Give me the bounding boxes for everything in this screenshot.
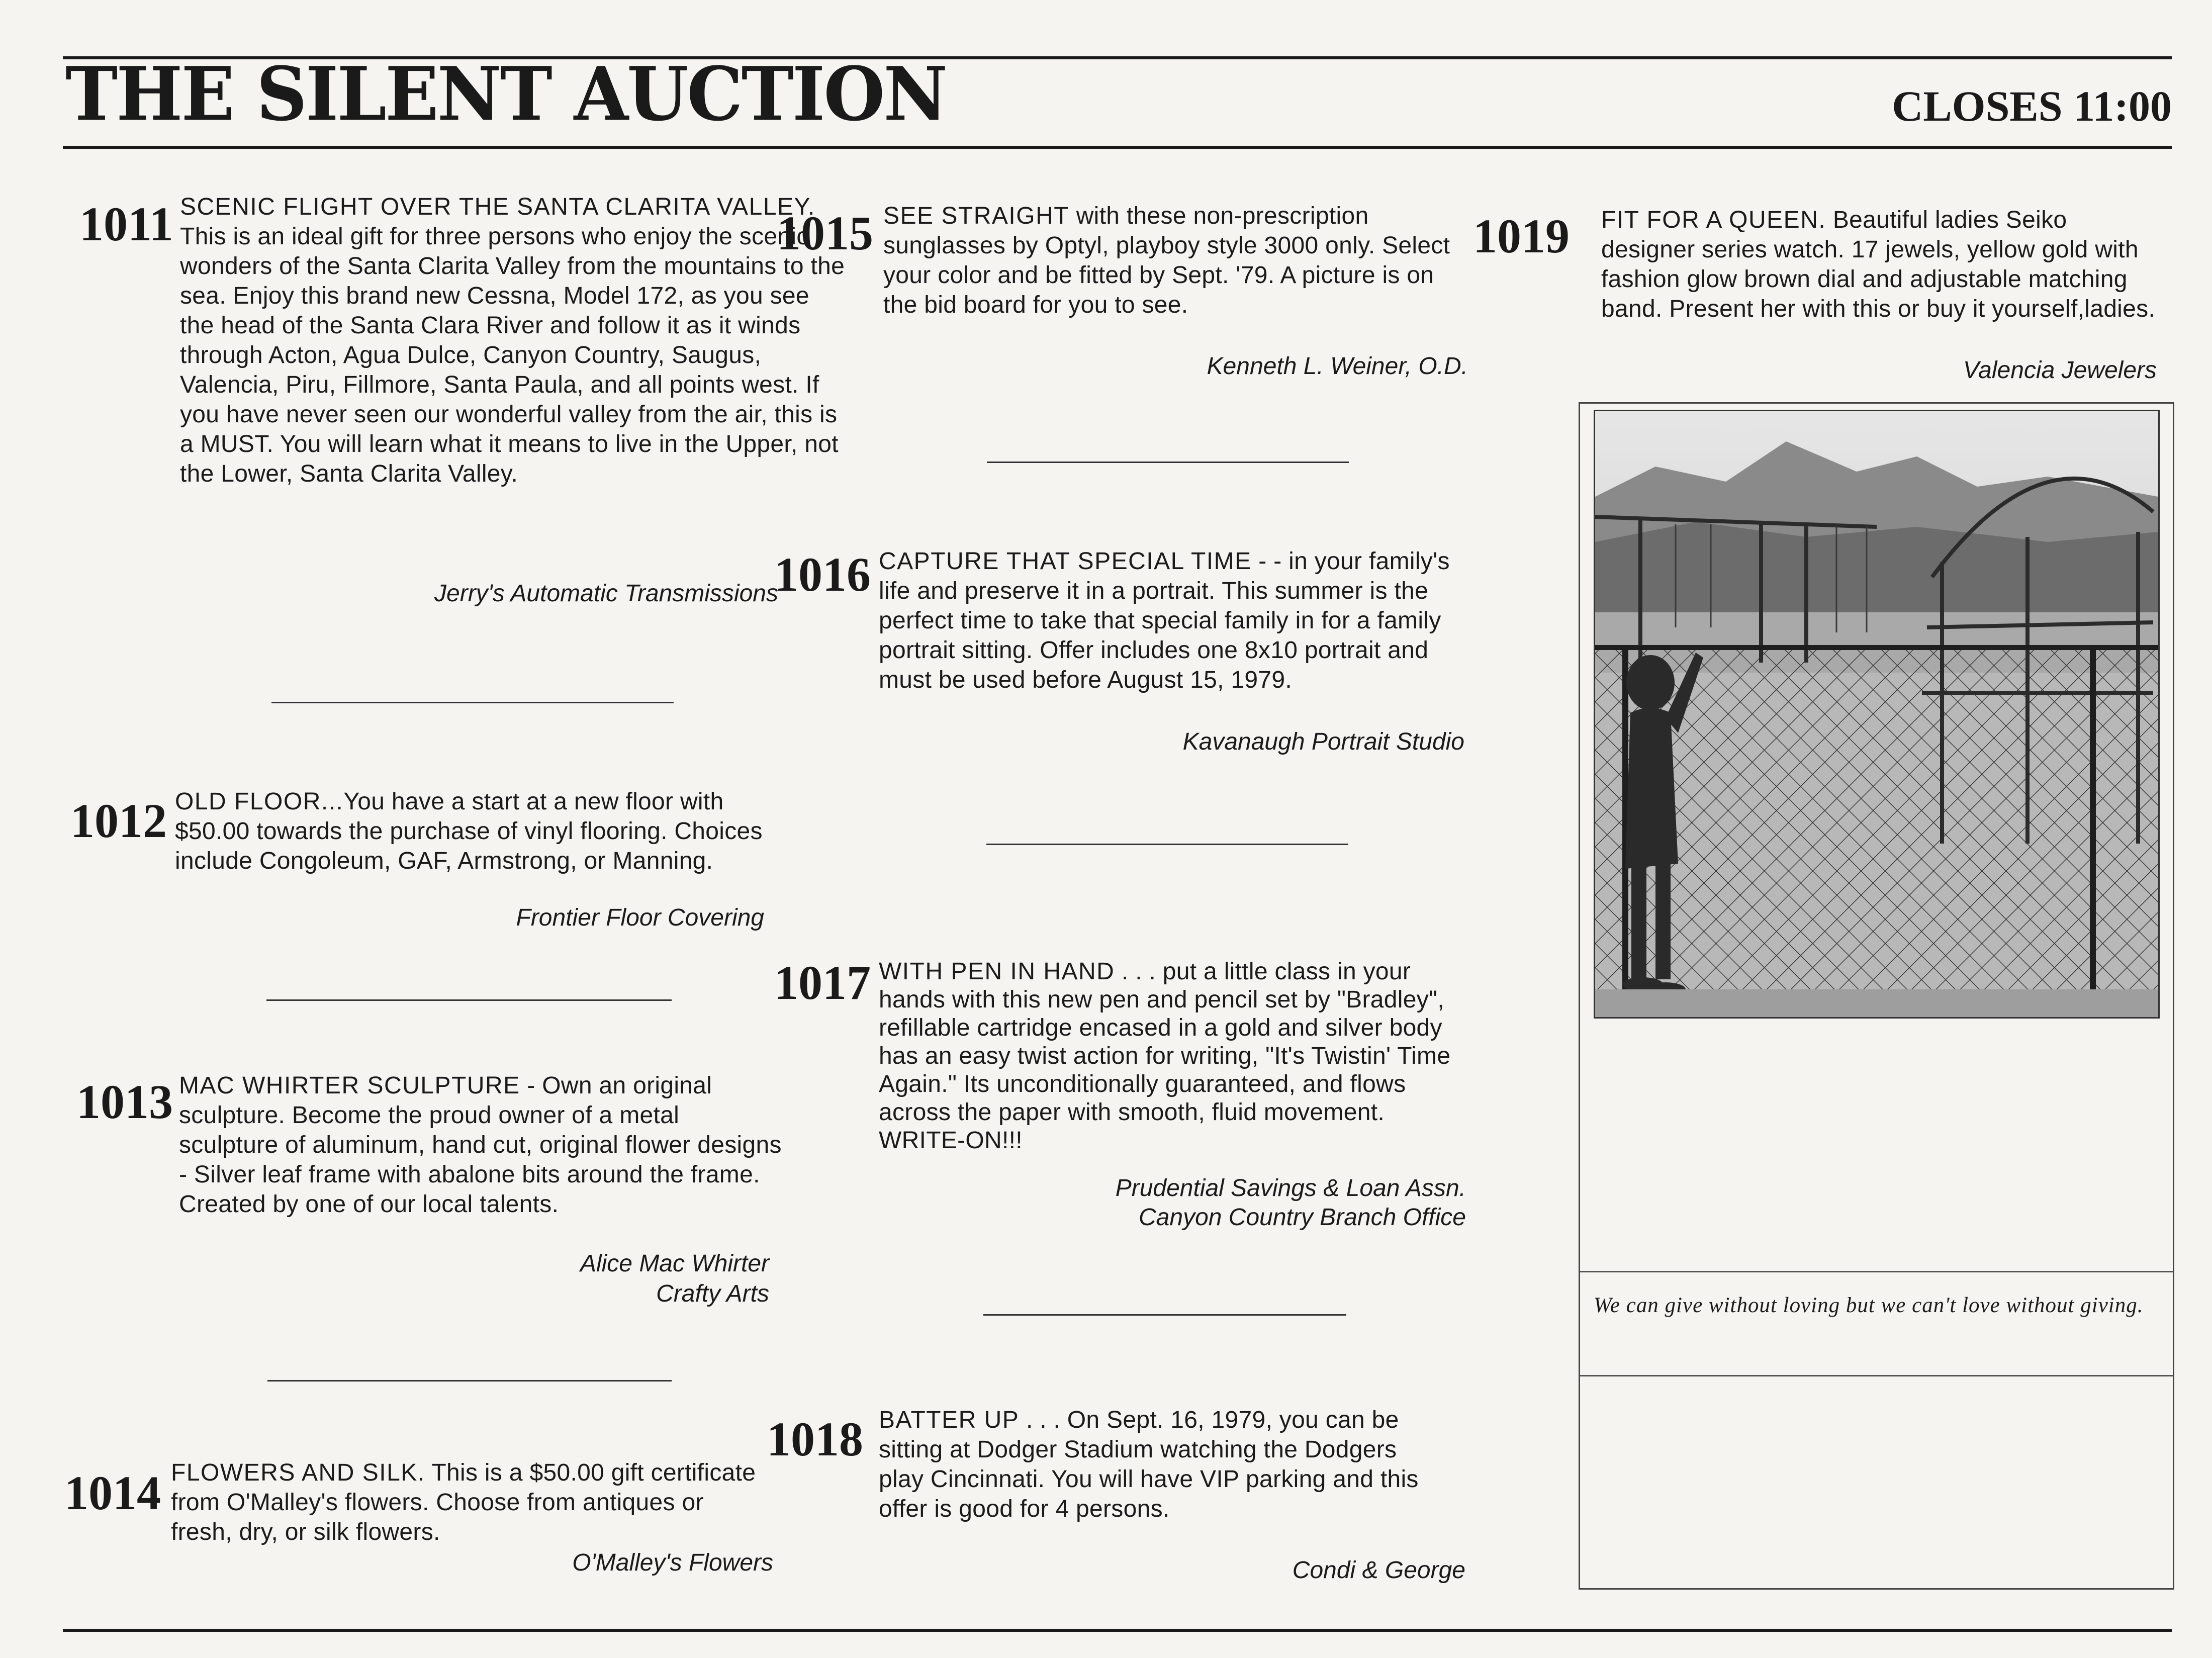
item-text: . . . On Sept. 16, 1979, you can be sitting at Dodger Stadium watching the Dodgers play Cincinnati. You will have VIP parking and this offer is good for 4 persons. bbox=[879, 1407, 1419, 1522]
item-number: 1016 bbox=[774, 547, 871, 601]
item-heading: OLD FLOOR... bbox=[175, 788, 344, 815]
separator bbox=[267, 1380, 672, 1381]
item-number: 1015 bbox=[777, 206, 873, 260]
item-number: 1012 bbox=[70, 794, 167, 848]
separator bbox=[266, 999, 672, 1001]
item-number: 1019 bbox=[1473, 209, 1570, 263]
item-sponsor: Valencia Jewelers bbox=[1963, 357, 2157, 384]
item-heading: WITH PEN IN HAND bbox=[879, 958, 1115, 985]
item-text: This is an ideal gift for three persons who enjoy the scenic wonders of the Santa Clarita Valley from the mountains to the sea. Enjoy this brand new Cessna, Model 172, as you see the head of the Santa Clara River and follow it as it winds through Acton, Agua Dulce, Canyon Country, Saugus, Valencia, Piru, Fillmore, Santa Paula, and all points west. If you have never seen our wonderful valley from the air, this is a MUST. You will learn what it means to live in the Upper, not the Lower, Santa Clarita Valley. bbox=[180, 223, 845, 487]
item-description bbox=[883, 201, 1461, 320]
page-title: THE SILENT AUCTION bbox=[65, 51, 947, 138]
item-text: You have a start at a new floor with $50.00 towards the purchase of vinyl flooring. Choices include Congoleum, GAF, Armstrong, or Manning. bbox=[175, 788, 763, 874]
bottom-rule bbox=[63, 1629, 2172, 1632]
item-sponsor: Jerry's Automatic Transmissions bbox=[434, 580, 778, 607]
header-rule bbox=[63, 146, 2172, 149]
item-heading: SEE STRAIGHT bbox=[883, 203, 1070, 229]
item-description bbox=[180, 192, 849, 489]
item-text: with these non-prescription sunglasses by Optyl, playboy style 3000 only. Select your color and be fitted by Sept. '79. A picture is on the bid board for you to see. bbox=[883, 203, 1450, 318]
quote-top-rule bbox=[1580, 1271, 2173, 1272]
separator bbox=[983, 1314, 1346, 1316]
item-heading: BATTER UP bbox=[879, 1407, 1020, 1433]
item-description bbox=[179, 1071, 782, 1219]
item-text: - Own an original sculpture. Become the proud owner of a metal sculpture of aluminum, hand cut, original flower designs - Silver leaf frame with abalone bits around the frame. Created by one of our local talents. bbox=[179, 1072, 782, 1218]
auction-item-1013 bbox=[76, 1071, 782, 1322]
item-text: . . . put a little class in your hands with this new pen and pencil set by "Bradley", refillable cartridge encased in a gold and silver body has an easy twist action for writing, "It's Twistin' Time Again." Its unconditionally guaranteed, and flows across the paper with smooth, fluid movement. WRITE-ON!!! bbox=[879, 958, 1451, 1154]
item-description bbox=[879, 958, 1452, 1155]
item-description bbox=[175, 787, 768, 876]
auction-item-1016 bbox=[774, 546, 1473, 768]
separator bbox=[271, 702, 674, 703]
item-sponsor: Condi & George bbox=[1292, 1557, 1465, 1584]
item-description bbox=[171, 1458, 764, 1547]
item-sponsor-line-2: Canyon Country Branch Office bbox=[1139, 1204, 1466, 1231]
auction-item-1017 bbox=[774, 958, 1473, 1239]
item-sponsor: Kenneth L. Weiner, O.D. bbox=[1207, 353, 1468, 380]
item-description bbox=[879, 1405, 1447, 1524]
closing-time: CLOSES 11:00 bbox=[1892, 82, 2172, 130]
item-number: 1011 bbox=[79, 197, 173, 251]
item-description bbox=[879, 546, 1452, 695]
item-heading: MAC WHIRTER SCULPTURE bbox=[179, 1072, 520, 1099]
quote-bottom-rule bbox=[1580, 1375, 2173, 1376]
separator bbox=[987, 462, 1349, 463]
item-sponsor: Prudential Savings & Loan Assn. bbox=[1115, 1175, 1466, 1202]
item-text: This is a $50.00 gift certificate from O'Malley's flowers. Choose from antiques or fresh, dry, or silk flowers. bbox=[171, 1459, 756, 1545]
item-sponsor: O'Malley's Flowers bbox=[572, 1549, 773, 1576]
item-heading: SCENIC FLIGHT OVER THE SANTA CLARITA VALLEY. bbox=[180, 194, 815, 220]
item-number: 1013 bbox=[76, 1075, 173, 1129]
item-sponsor: Frontier Floor Covering bbox=[516, 904, 764, 931]
auction-item-1014 bbox=[64, 1458, 773, 1594]
item-text: Beautiful ladies Seiko designer series watch. 17 jewels, yellow gold with fashion glow brown dial and adjustable matching band. Present her with this or buy it yourself,ladies. bbox=[1601, 207, 2156, 322]
quote-text: We can give without loving but we can't love without giving. bbox=[1594, 1294, 2144, 1317]
item-description bbox=[1601, 205, 2167, 324]
item-sponsor: Kavanaugh Portrait Studio bbox=[1182, 728, 1464, 755]
item-text: - - in your family's life and preserve it in a portrait. This summer is the perfect time to take that special family in for a family portrait sitting. Offer includes one 8x10 portrait and must be used before August 15, 1979. bbox=[879, 548, 1450, 693]
item-number: 1017 bbox=[774, 956, 871, 1009]
auction-item-1018 bbox=[767, 1405, 1470, 1596]
item-heading: FIT FOR A QUEEN. bbox=[1601, 207, 1826, 233]
separator bbox=[986, 844, 1348, 845]
item-number: 1014 bbox=[64, 1466, 161, 1520]
auction-item-1019 bbox=[1473, 205, 2177, 391]
item-sponsor-line-2: Crafty Arts bbox=[656, 1280, 769, 1307]
item-number: 1018 bbox=[767, 1412, 863, 1466]
playground-illustration bbox=[1595, 411, 2158, 1017]
playground-photo bbox=[1594, 410, 2160, 1019]
item-heading: CAPTURE THAT SPECIAL TIME bbox=[879, 548, 1252, 575]
auction-item-1015 bbox=[777, 201, 1476, 392]
item-heading: FLOWERS AND SILK. bbox=[171, 1459, 425, 1486]
item-sponsor: Alice Mac Whirter bbox=[580, 1250, 769, 1277]
auction-item-1012 bbox=[70, 787, 774, 943]
